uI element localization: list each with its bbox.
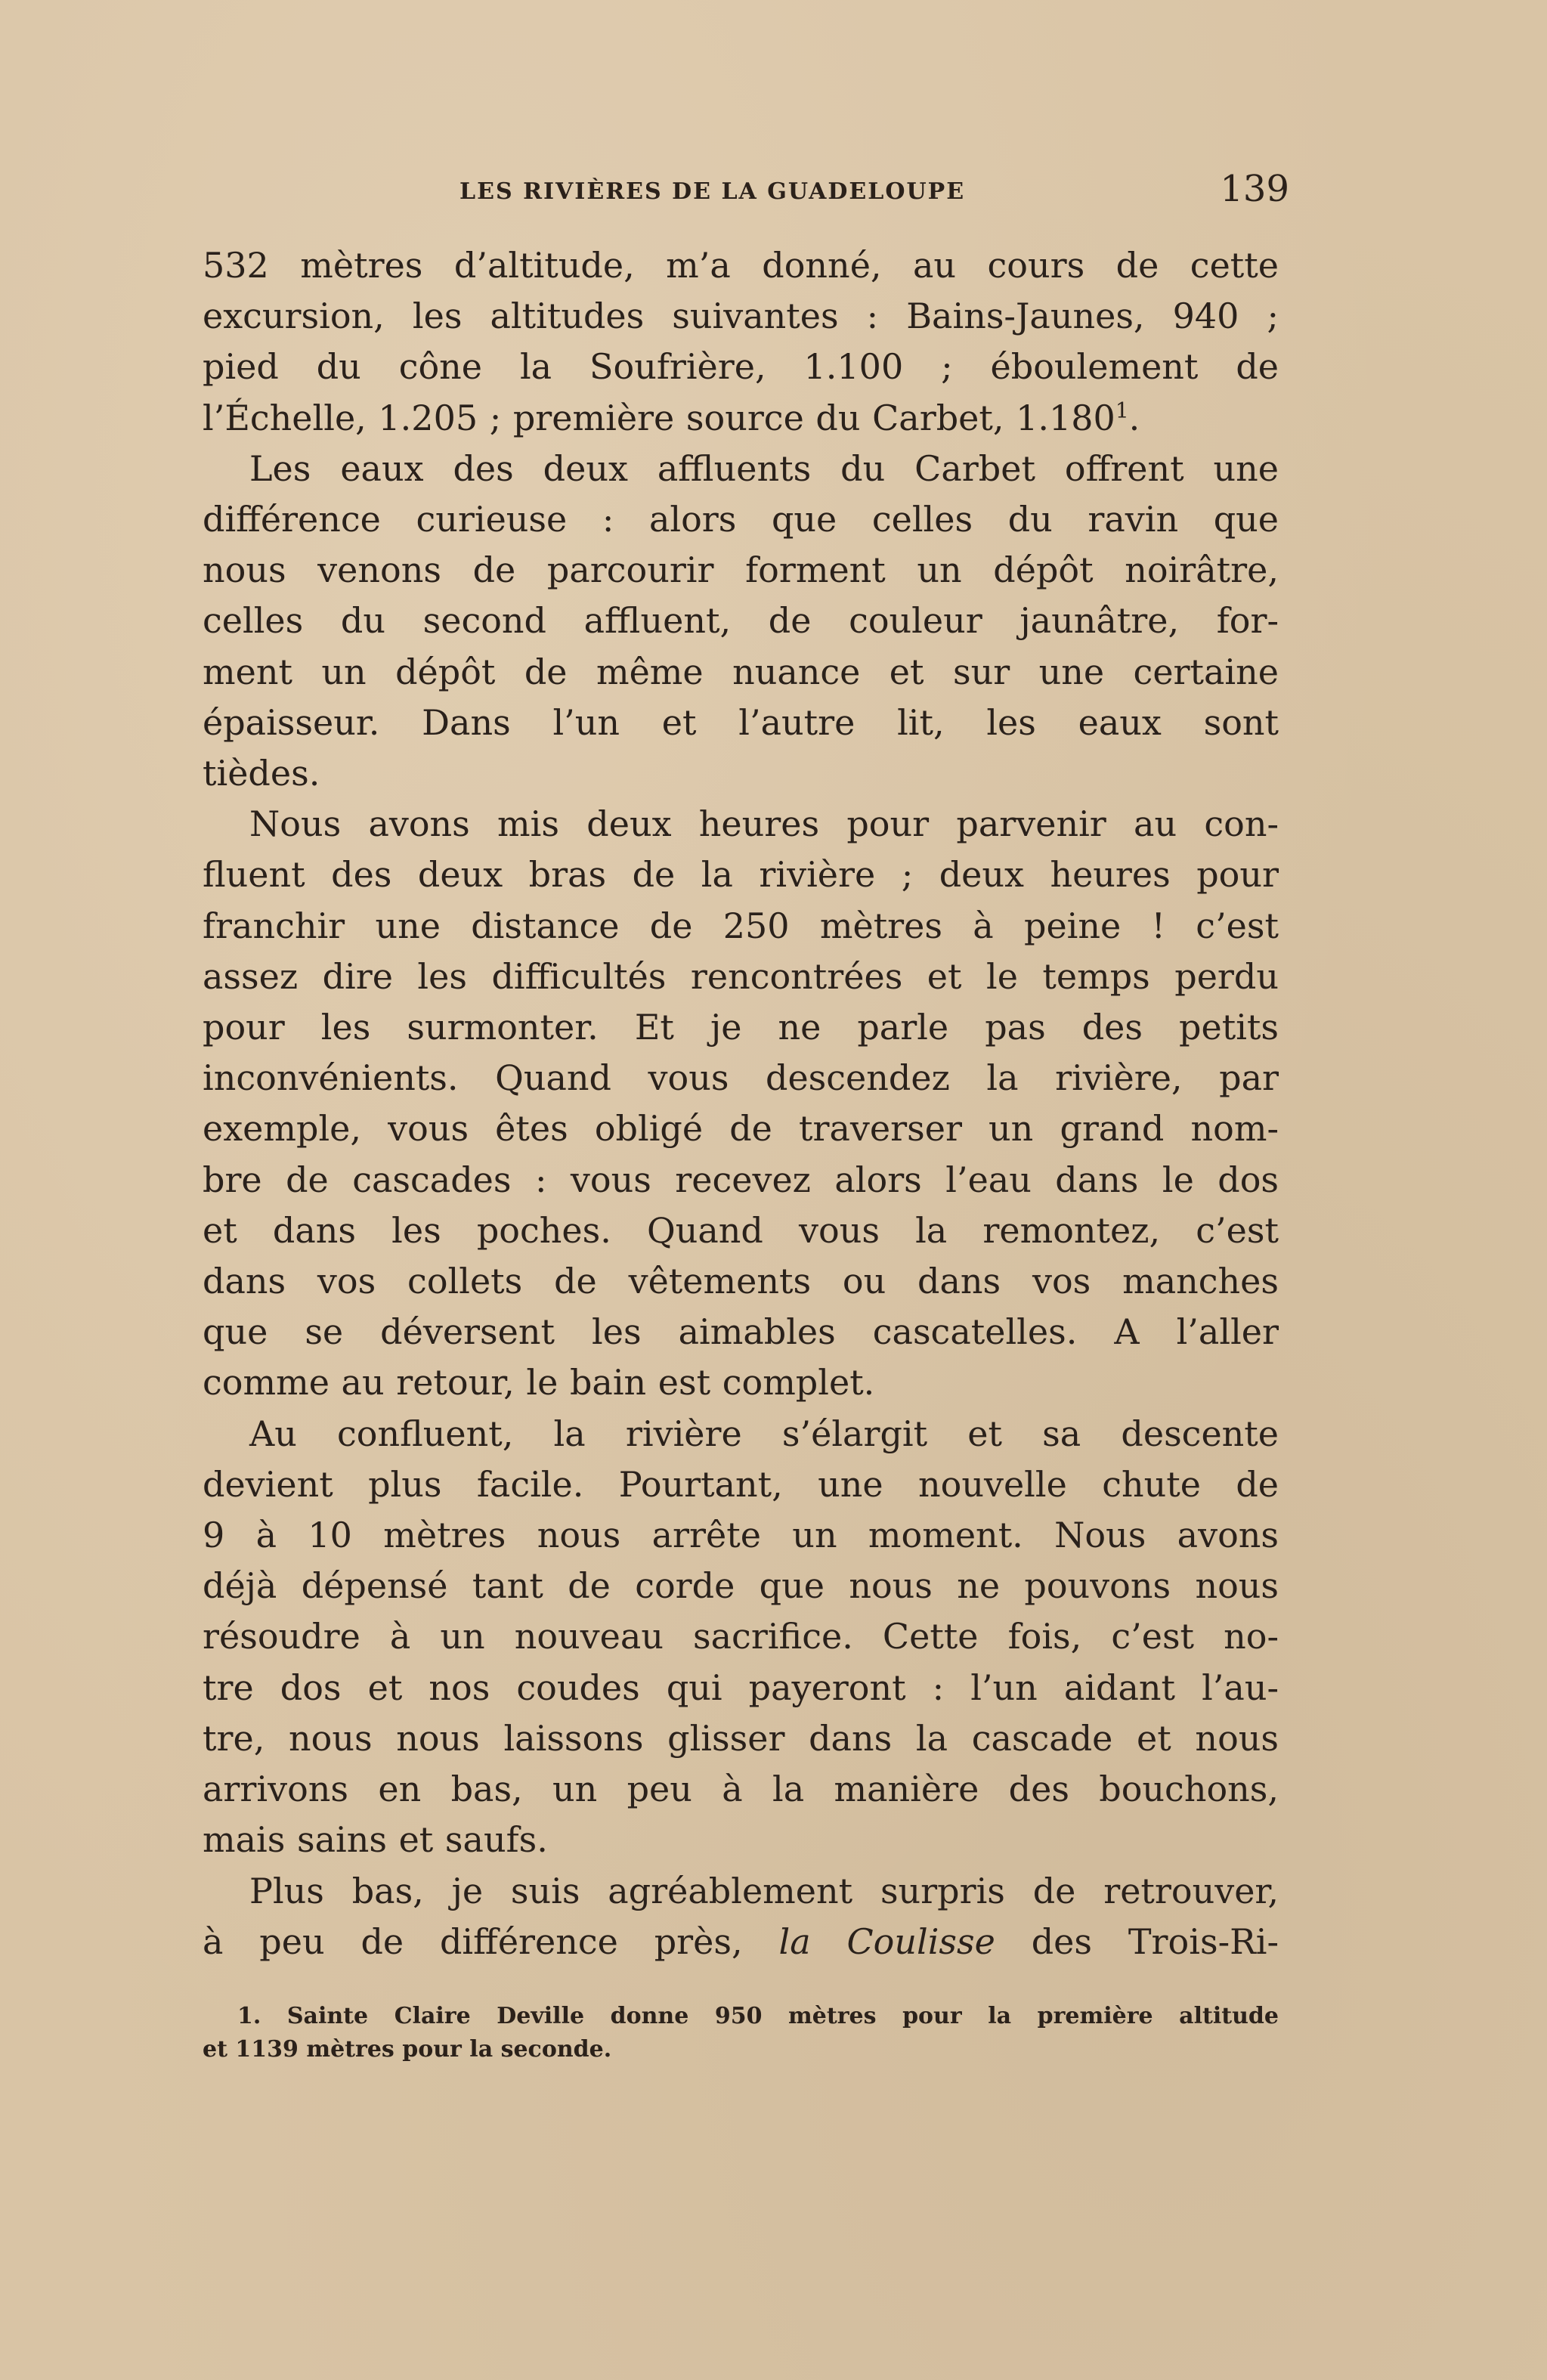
text-line: épaisseur. Dans l’un et l’autre lit, les eaux sont bbox=[203, 701, 1279, 743]
text-line: assez dire les difficultés rencontrées et le temps perdu bbox=[203, 955, 1279, 997]
text-line: pied du cône la Soufrière, 1.100 ; éboulement de bbox=[203, 346, 1279, 388]
text-line: tre, nous nous laissons glisser dans la cascade et nous bbox=[203, 1717, 1279, 1759]
text-line: résoudre à un nouveau sacrifice. Cette fois, c’est no- bbox=[203, 1616, 1279, 1657]
italic-title: la Coulisse bbox=[778, 1920, 995, 1962]
text-line: Nous avons mis deux heures pour parvenir au con- bbox=[249, 803, 1279, 845]
text-line: différence curieuse : alors que celles du ravin que bbox=[203, 499, 1279, 540]
text-line: ment un dépôt de même nuance et sur une certaine bbox=[203, 651, 1279, 692]
text-line: déjà dépensé tant de corde que nous ne pouvons nous bbox=[203, 1565, 1279, 1607]
footnote-reference: 1 bbox=[1115, 398, 1129, 423]
text-line bbox=[203, 393, 1279, 444]
text-line: que se déversent les aimables cascatelles. A l’aller bbox=[203, 1311, 1279, 1353]
sentence-end: . bbox=[1128, 397, 1140, 438]
paragraph-2 bbox=[203, 444, 1279, 799]
text-line: et dans les poches. Quand vous la remontez, c’est bbox=[203, 1209, 1279, 1251]
text-line bbox=[203, 1917, 1279, 1967]
text-line: Au confluent, la rivière s’élargit et sa descente bbox=[249, 1413, 1279, 1454]
paragraph-3 bbox=[203, 799, 1279, 1408]
running-title: LES RIVIÈRES DE LA GUADELOUPE bbox=[459, 178, 966, 205]
text-line: exemple, vous êtes obligé de traverser un grand nom- bbox=[203, 1108, 1279, 1150]
text-line: 532 mètres d’altitude, m’a donné, au cours de cette bbox=[203, 245, 1279, 286]
text-fragment: à peu de différence près, bbox=[203, 1920, 779, 1962]
paragraph-1 bbox=[203, 240, 1279, 444]
text-line: Les eaux des deux affluents du Carbet offrent une bbox=[249, 447, 1279, 489]
text-line: 9 à 10 mètres nous arrête un moment. Nous avons bbox=[203, 1515, 1279, 1556]
text-line: comme au retour, le bain est complet. bbox=[203, 1362, 875, 1404]
text-line: mais sains et saufs. bbox=[203, 1819, 548, 1861]
text-line: fluent des deux bras de la rivière ; deux heures pour bbox=[203, 854, 1279, 896]
text-line: Plus bas, je suis agréablement surpris de retrouver, bbox=[249, 1870, 1279, 1911]
running-head bbox=[203, 168, 1289, 213]
text-line: pour les surmonter. Et je ne parle pas des petits bbox=[203, 1007, 1279, 1048]
text-line: excursion, les altitudes suivantes : Bains-Jaunes, 940 ; bbox=[203, 296, 1279, 337]
text-line: celles du second affluent, de couleur jaunâtre, for- bbox=[203, 600, 1279, 642]
footnote bbox=[203, 2000, 1279, 2066]
text-line: inconvénients. Quand vous descendez la rivière, par bbox=[203, 1057, 1279, 1099]
text-line: nous venons de parcourir forment un dépôt noirâtre, bbox=[203, 549, 1279, 591]
text-line: devient plus facile. Pourtant, une nouvelle chute de bbox=[203, 1463, 1279, 1505]
text-fragment: des Trois-Ri- bbox=[995, 1920, 1279, 1962]
footnote-line: 1. Sainte Claire Deville donne 950 mètres pour la première altitude bbox=[237, 2003, 1279, 2029]
text-line: dans vos collets de vêtements ou dans vos manches bbox=[203, 1261, 1279, 1302]
paragraph-5 bbox=[203, 1866, 1279, 1967]
text-line: tre dos et nos coudes qui payeront : l’un aidant l’au- bbox=[203, 1667, 1279, 1708]
main-text bbox=[203, 240, 1279, 1967]
page-number: 139 bbox=[1220, 168, 1289, 210]
text-line-content: l’Échelle, 1.205 ; première source du Carbet, 1.180 bbox=[203, 397, 1115, 438]
text-line: arrivons en bas, un peu à la manière des bouchons, bbox=[203, 1769, 1279, 1810]
footnote-line: et 1139 mètres pour la seconde. bbox=[203, 2036, 612, 2063]
text-line: bre de cascades : vous recevez alors l’eau dans le dos bbox=[203, 1159, 1279, 1200]
text-line: franchir une distance de 250 mètres à peine ! c’est bbox=[203, 905, 1279, 946]
text-line: tièdes. bbox=[203, 753, 320, 794]
paragraph-4 bbox=[203, 1409, 1279, 1866]
